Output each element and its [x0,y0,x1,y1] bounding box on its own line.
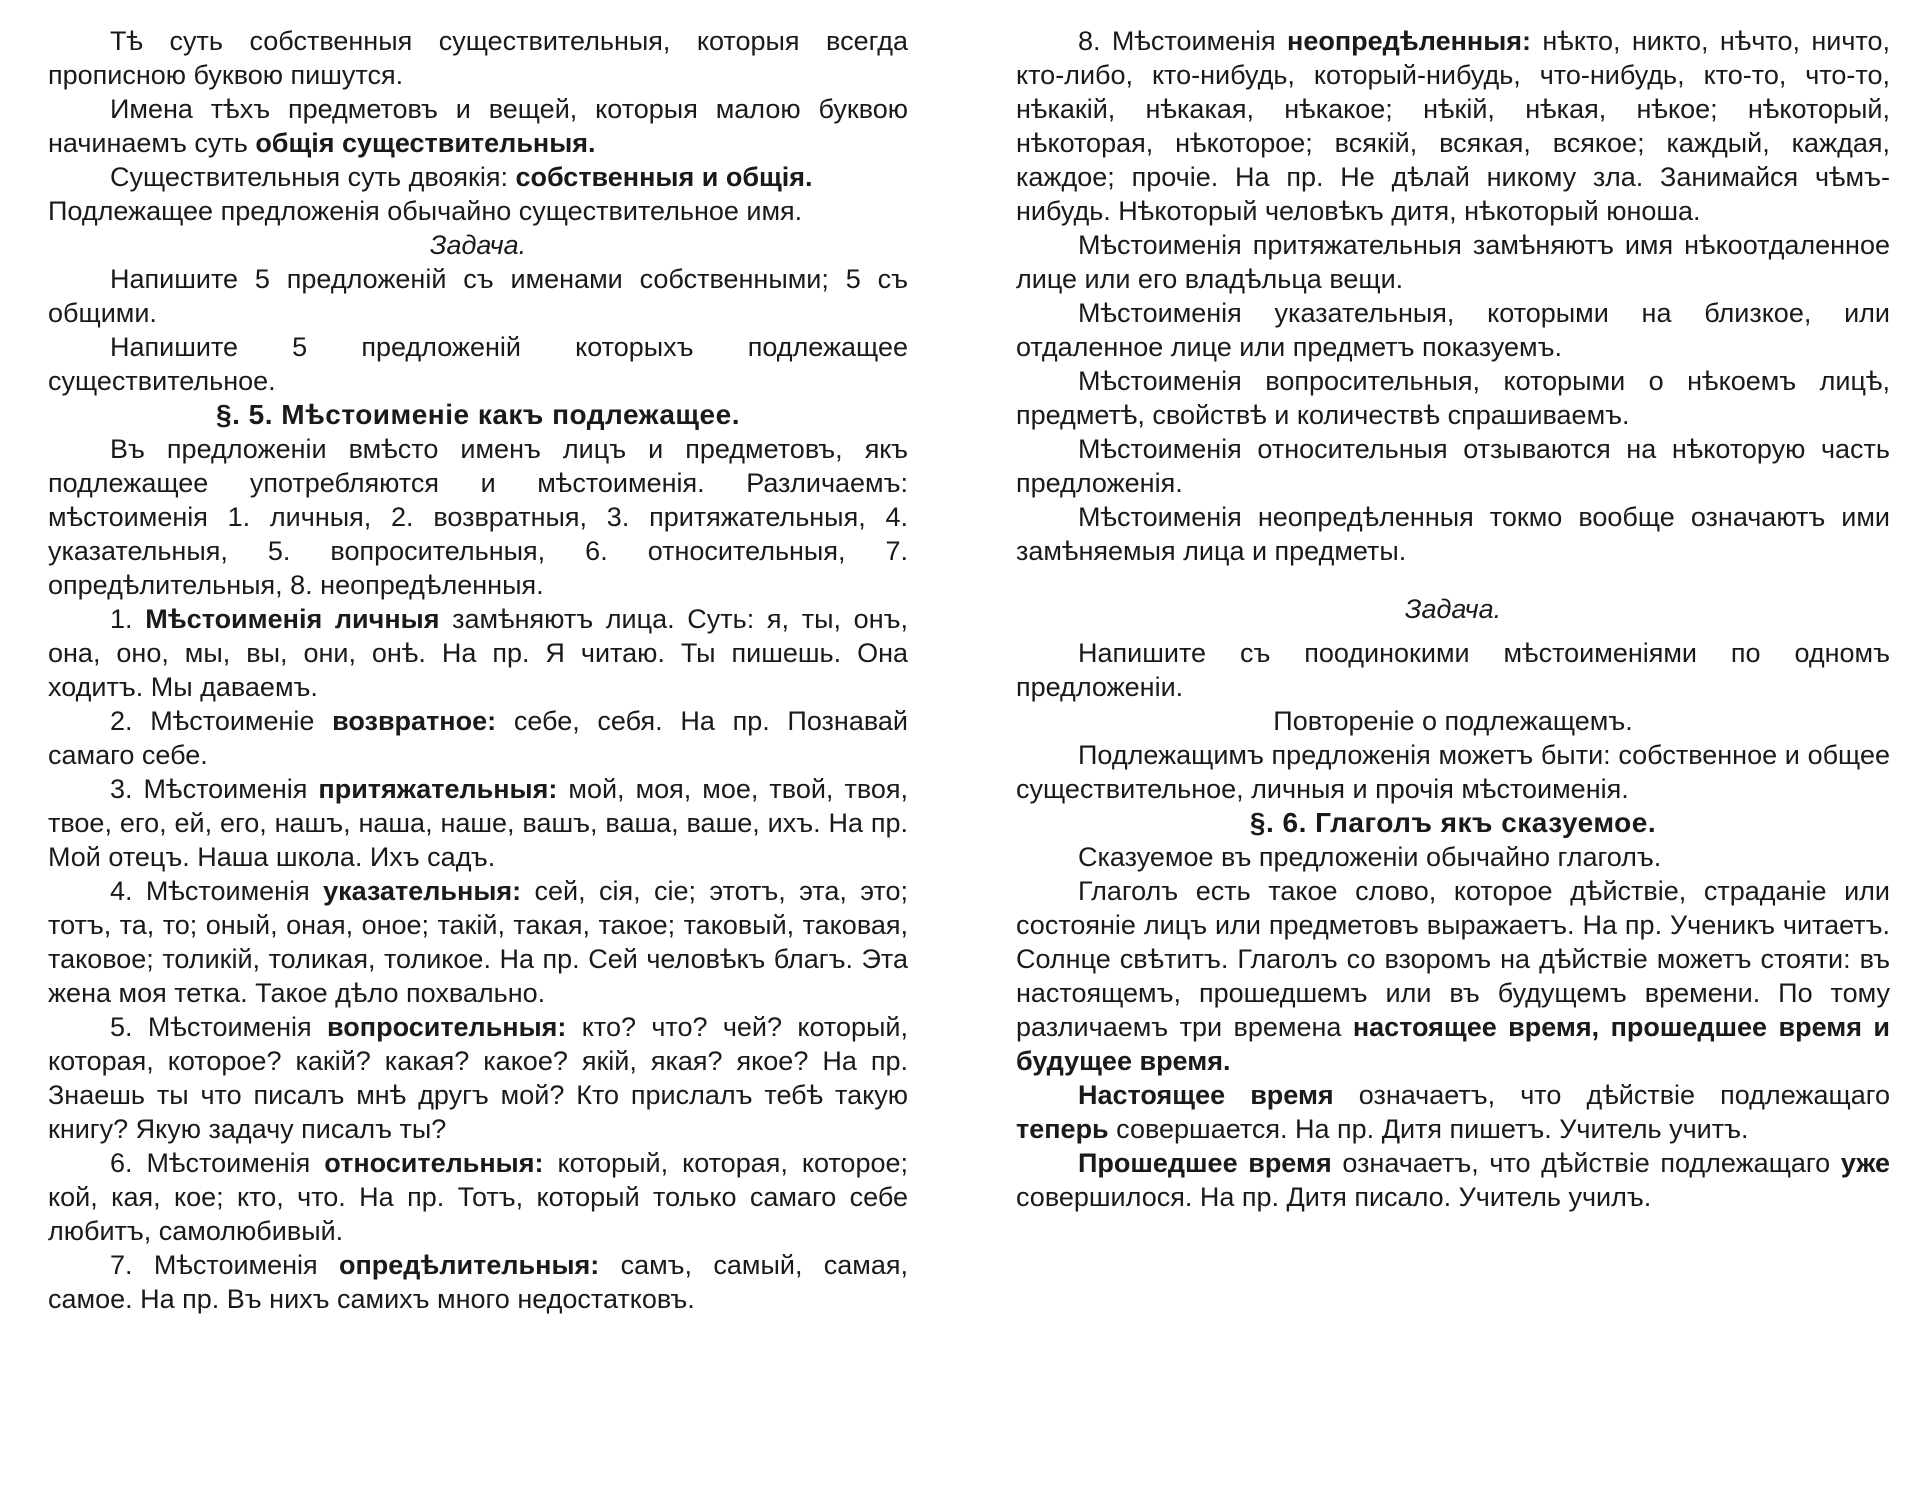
paragraph: Мѣстоименія притяжательныя замѣняютъ имя нѣкоотдаленное лице или его владѣльца вещи. [1016,230,1890,294]
section-heading: §. 6. Глаголъ якъ сказуемое. [1249,807,1657,838]
paragraph: 8. Мѣстоименія неопредѣленныя: нѣкто, никто, нѣчто, ничто, кто-либо, кто-нибудь, который-нибудь, что-нибудь, кто-то, что-то, нѣкакій, нѣкакая, нѣкакое; нѣкій, нѣкая, нѣкое; нѣкоторый, нѣкоторая, нѣкоторое; всякій, всякая, всякое; каждый, каждая, каждое; прочіе. На пр. Не дѣлай никому зла. Занимайся чѣмъ-нибудь. Нѣкоторый человѣкъ дитя, нѣкоторый юноша. [1016,26,1891,226]
paragraph: Глаголъ есть такое слово, которое дѣйствіе, страданіе или состояніе лицъ или предметовъ выражаетъ. На пр. Ученикъ читаетъ. Солнце свѣтитъ. Глаголъ со взоромъ на дѣйствіе можетъ стояти: въ настоящемъ, прошедшемъ или въ будущемъ времени. По тому различаемъ три времена настоящее время, прошедшее время и будущее время. [1016,876,1891,1076]
paragraph: 4. Мѣстоименія указательныя: сей, сія, сіе; этотъ, эта, это; тотъ, та, то; оный, оная, оное; такій, такая, такое; таковый, таковая, таковое; толикій, толикая, толикое. На пр. Сей человѣкъ благъ. Эта жена моя тетка. Такое дѣло похвально. [48,876,909,1008]
left-page [48,24,908,1316]
subheading: Повтореніе о подлежащемъ. [1273,706,1633,736]
paragraph: 6. Мѣстоименія относительныя: который, которая, которое; кой, кая, кое; кто, что. На пр. Тотъ, который только самаго себе любитъ, самолюбивый. [48,1148,908,1246]
right-page [1016,24,1890,1214]
task-title: Задача. [429,230,527,260]
paragraph: Напишите 5 предложеній съ именами собственными; 5 съ общими. [48,264,908,328]
paragraph: 3. Мѣстоименія притяжательныя: мой, моя, мое, твой, твоя, твое, его, ей, его, нашъ, наша, наше, вашъ, ваша, ваше, ихъ. На пр. Мой отецъ. Наша школа. Ихъ садъ. [48,774,908,872]
paragraph: Мѣстоименія указательныя, которыми на близкое, или отдаленное лице или предметъ показуемъ. [1016,298,1890,362]
paragraph: Въ предложеніи вмѣсто именъ лицъ и предметовъ, якъ подлежащее употребляются и мѣстоименія. Различаемъ: мѣстоименія 1. личныя, 2. возвратныя, 3. притяжательныя, 4. указательныя, 5. вопросительныя, 6. относительныя, 7. опредѣлительныя, 8. неопредѣленныя. [48,434,908,600]
paragraph: 1. Мѣстоименія личныя замѣняютъ лица. Суть: я, ты, онъ, она, оно, мы, вы, они, онѣ. На пр. Я читаю. Ты пишешь. Она ходитъ. Мы даваемъ. [48,604,908,702]
paragraph: Напишите съ поодинокими мѣстоименіями по одномъ предложеніи. [1016,638,1890,702]
paragraph: Настоящее время означаетъ, что дѣйствіе подлежащаго теперь совершается. На пр. Дитя пишетъ. Учитель учитъ. [1016,1080,1890,1144]
paragraph: Сказуемое въ предложеніи обычайно глаголъ. [1078,842,1662,872]
paragraph: Тѣ суть собственныя существительныя, которыя всегда прописною буквою пишутся. [48,26,908,90]
section-heading: §. 5. Мѣстоименіе какъ подлежащее. [216,399,740,430]
paragraph: 2. Мѣстоименіе возвратное: себе, себя. На пр. Познавай самаго себе. [48,706,908,770]
paragraph: Существительныя суть двоякія: собственныя и общія. [110,162,813,192]
paragraph: Прошедшее время означаетъ, что дѣйствіе подлежащаго уже совершилося. На пр. Дитя писало. Учитель училъ. [1016,1148,1890,1212]
task-title: Задача. [1404,594,1502,624]
paragraph: Напишите 5 предложеній которыхъ подлежащее существительное. [48,332,908,396]
paragraph: 7. Мѣстоименія опредѣлительныя: самъ, самый, самая, самое. На пр. Въ нихъ самихъ много недостатковъ. [48,1250,908,1314]
paragraph: Подлежащее предложенія обычайно существительное имя. [48,196,803,226]
paragraph: Мѣстоименія относительныя отзываются на нѣкоторую часть предложенія. [1016,434,1890,498]
paragraph: Мѣстоименія неопредѣленныя токмо вообще означаютъ ими замѣняемыя лица и предметы. [1016,502,1890,566]
paragraph: Подлежащимъ предложенія можетъ быти: собственное и общее существительное, личныя и прочія мѣстоименія. [1016,740,1890,804]
paragraph: 5. Мѣстоименія вопросительныя: кто? что? чей? который, которая, которое? какій? какая? какое? якій, якая? якое? На пр. Знаешь ты что писалъ мнѣ другъ мой? Кто прислалъ тебѣ такую книгу? Якую задачу писалъ ты? [48,1012,909,1144]
paragraph: Мѣстоименія вопросительныя, которыми о нѣкоемъ лицѣ, предметѣ, свойствѣ и количествѣ спрашиваемъ. [1016,366,1890,430]
paragraph: Имена тѣхъ предметовъ и вещей, которыя малою буквою начинаемъ суть общія существительныя. [48,94,908,158]
